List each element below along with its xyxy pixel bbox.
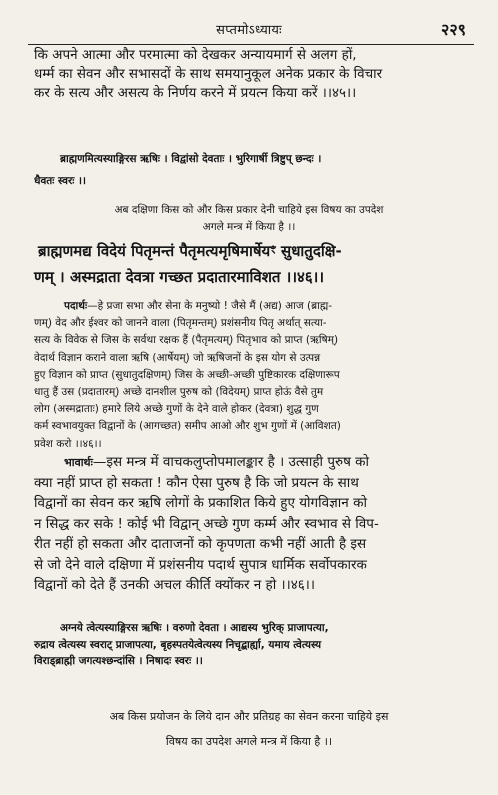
text-line: विराड्ब्राह्मी जगत्यश्छन्दांसि । निषादः स्वरः ।। (34, 655, 203, 667)
outro-note-line: अब किस प्रयोजन के लिये दान और प्रतिग्रह का सेवन करना चाहिये इस (109, 710, 389, 723)
bhavartha-section (0, 452, 498, 596)
text-line: रीत नहीं हो सकता और दाताजनों को कृपणता कभी नहीं आती है इस (34, 536, 367, 552)
text-line: —इस मन्त्र में वाचकलुप्तोपमालङ्कार है । उत्साही पुरुष को (92, 454, 370, 470)
text-line: हुए विज्ञान को प्राप्त (सुधातुदक्षिणम्) जिस के अच्छी-अच्छी पुष्टिकारक दक्षिणारूप (34, 368, 340, 381)
text-line: विद्वानों को देते हैं उनकी अचल कीर्ति क्योंकर न हो ।।४६।। (34, 577, 316, 593)
text-line: कि अपने आत्मा और परमात्मा को देखकर अन्यायमार्ग से अलग हों, (34, 47, 357, 63)
anukramani-bottom (0, 620, 498, 670)
padartha-first-line (34, 298, 498, 315)
page-number: २२९ (441, 20, 466, 39)
padartha-label: पदार्थः (64, 300, 88, 312)
intro-note-line: अब दक्षिणा किस को और किस प्रकार देनी चाहिये इस विषय का उपदेश (114, 204, 384, 216)
text-line: कर्म स्वभावयुक्त विद्वानों के (आगच्छत) समीप आओ और शुभ गुणों में (आविशत) (34, 420, 341, 433)
mantra-line: ब्राह्मणमद्य विदेयं पितृमन्तं पैतृमत्यमृषिमार्षेयꣳ सुधातुदक्षि- (38, 242, 342, 260)
text-line: धातु हैं उस (प्रदातारम्) अच्छे दानशील पुरुष को (विदेयम्) प्राप्त होऊं वैसे तुम (34, 385, 324, 398)
text-line: क्या नहीं प्राप्त हो सकता ! कौन ऐसा पुरुष है कि जो प्रयत्न के साथ (34, 474, 359, 491)
intro-note-line: अगले मन्त्र में किया है ।। (202, 221, 296, 233)
running-head: सप्तमोऽध्यायः (216, 23, 282, 38)
header-rule (28, 44, 474, 45)
text-line: प्रवेश करो ।।४६।। (34, 437, 102, 450)
text-line: लोग (अस्मद्राताः) हमारे लिये अच्छे गुणों के देने वाले होकर (देवत्रा) शुद्ध गुण (34, 403, 319, 416)
anukramani-top-line: ब्राह्मणमित्यस्याङ्गिरस ऋषिः । विद्वांसो देवताः । भुरिगार्षी त्रिष्टुप् छन्दः । (60, 153, 322, 165)
padartha-section (0, 298, 498, 453)
bhavartha-first-line (34, 452, 498, 473)
mantra-line: णम् । अस्मद्राता देवत्रा गच्छत प्रदातारमाविशत ।।४६।। (34, 268, 325, 286)
text-line: वेदार्थ विज्ञान कराने वाला ऋषि (आर्षेयम्) जो ऋषिजनों के इस योग से उत्पन्न (34, 351, 321, 364)
bhavartha-label: भावार्थः (64, 456, 93, 469)
anukramani-top-line: धैवतः स्वरः ।। (34, 175, 87, 187)
text-line: विद्वानों का सेवन कर ऋषि लोगों के प्रकाशित किये हुए योगविज्ञान को (34, 495, 367, 511)
text-line: सत्य के विवेक से जिस के सर्वथा रक्षक हैं (पैतृमत्यम्) पितृभाव को प्राप्त (ऋषिम्) (34, 334, 339, 347)
text-line: अग्नये त्वेत्यस्याङ्गिरस ऋषिः । वरुणो देवता । आद्यस्य भुरिक् प्राजापत्या, (60, 622, 329, 634)
text-line: धर्म्म का सेवन और सभासदों के साथ समयानुकूल अनेक प्रकार के विचार (34, 66, 383, 82)
text-line: कर के सत्य और असत्य के निर्णय करने में प्रयत्न किया करें ।।४५।। (34, 85, 357, 101)
text-line: णम्) वेद और ईश्वर को जानने वाला (पितृमन्तम्) प्रशंसनीय पितृ अर्थात् सत्या- (34, 317, 327, 330)
text-line: से जो देने वाले दक्षिणा में प्रशंसनीय पदार्थ सुपात्र धार्मिक सर्वोपकारक (34, 556, 367, 573)
text-line: न सिद्ध कर सके ! कोई भी विद्वान् अच्छे गुण कर्म्म और स्वभाव से विप- (34, 515, 379, 532)
outro-note-line: विषय का उपदेश अगले मन्त्र में किया है ।। (165, 735, 333, 748)
page-header (0, 20, 498, 40)
text-line: —हे प्रजा सभा और सेना के मनुष्यो ! जैसे मैं (अद्य) आज (ब्राह्म- (87, 300, 333, 312)
text-line: रुद्राय त्वेत्यस्य स्वराट् प्राजापत्या, बृहस्पतयेत्वेत्यस्य निचृद्बार्ह्या, यमाय त्वेत्यस्य (34, 638, 322, 651)
previous-paragraph-end (0, 46, 498, 103)
